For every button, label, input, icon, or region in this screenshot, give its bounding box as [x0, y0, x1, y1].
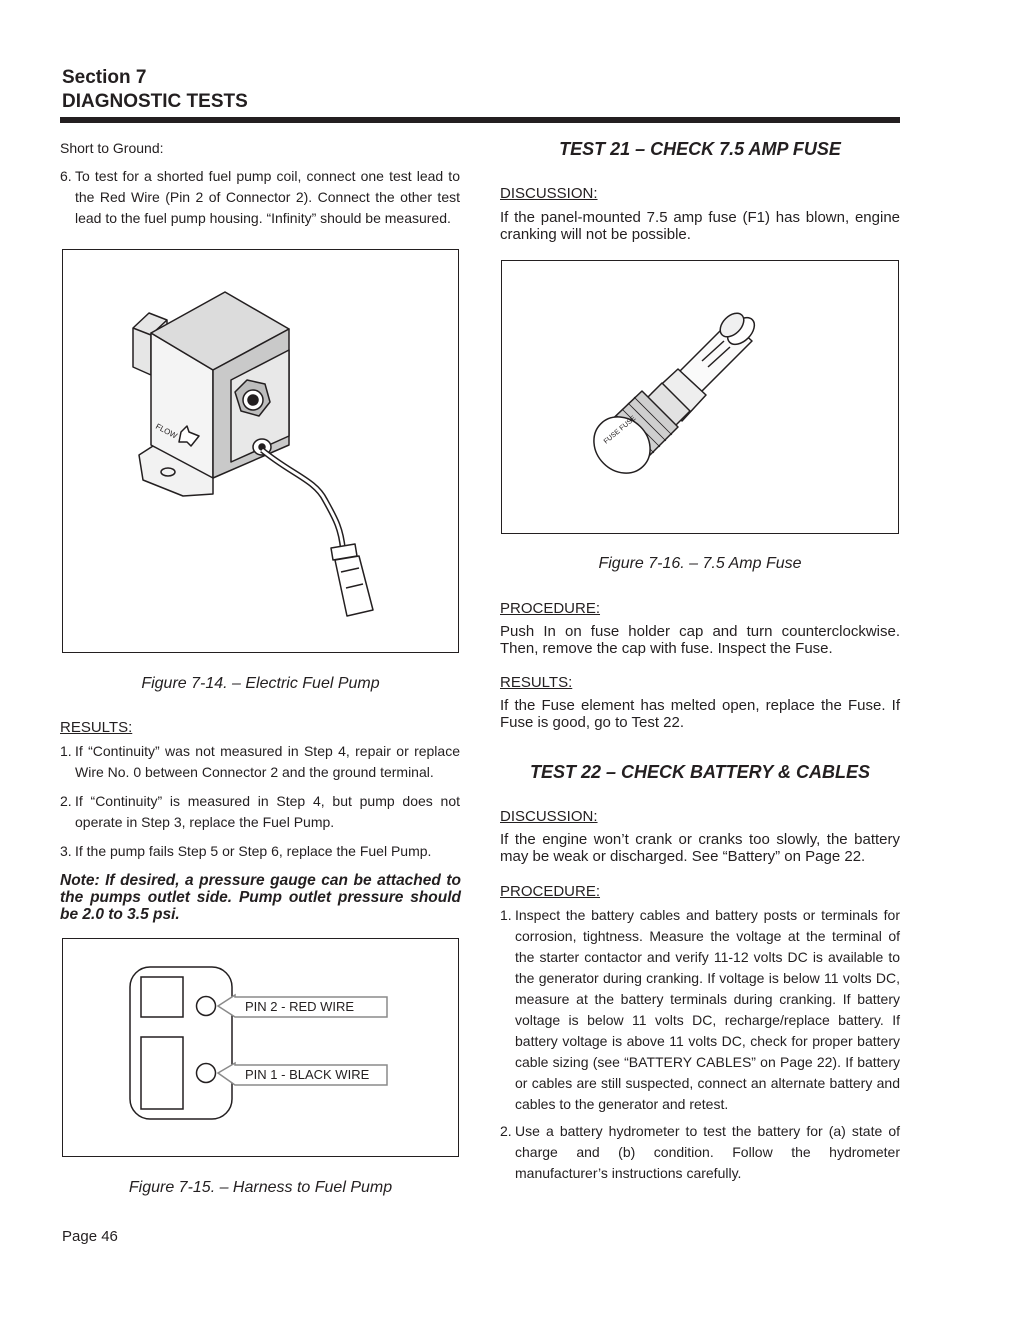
- test-21-results-heading: RESULTS:: [500, 674, 573, 691]
- pressure-note: Note: If desired, a pressure gauge can be attached to the pumps outlet side. Pump outlet pressure should be 2.0 to 3.5 psi.: [60, 872, 461, 923]
- figure-7-15-caption: Figure 7-15. – Harness to Fuel Pump: [128, 1179, 393, 1196]
- header-rule: [60, 117, 900, 123]
- fuse-illustration: [502, 261, 897, 532]
- test-22-heading: TEST 22 – CHECK BATTERY & CABLES: [529, 762, 871, 782]
- section-label: Section 7: [62, 67, 147, 88]
- figure-7-14-box: [62, 249, 459, 653]
- figure-7-16-box: [501, 260, 899, 534]
- result-item-number: 2.: [60, 793, 72, 809]
- result-item: [60, 791, 460, 833]
- result-item-number: 3.: [60, 843, 72, 859]
- procedure-step-number: 1.: [500, 907, 512, 923]
- procedure-step: [500, 905, 900, 1115]
- test-21-heading: TEST 21 – CHECK 7.5 AMP FUSE: [559, 139, 841, 159]
- result-item: [60, 741, 460, 783]
- harness-connector-illustration: [63, 939, 457, 1155]
- page-number: Page 46: [62, 1228, 118, 1245]
- figure-7-16-caption: Figure 7-16. – 7.5 Amp Fuse: [598, 555, 802, 572]
- fuel-pump-illustration: [63, 250, 457, 651]
- test-22-discussion-text: If the engine won’t crank or cranks too slowly, the battery may be weak or discharged. See “Battery” on Page 22.: [500, 831, 900, 865]
- step-6-text: To test for a shorted fuel pump coil, connect one test lead to the Red Wire (Pin 2 of Connector 2). Connect the other test lead to the fuel pump housing. “Infinity” should be measured.: [75, 168, 460, 226]
- result-item: [60, 841, 460, 862]
- test-21-results-text: If the Fuse element has melted open, replace the Fuse. If Fuse is good, go to Test 22.: [500, 697, 900, 731]
- procedure-step-number: 2.: [500, 1123, 512, 1139]
- section-title: DIAGNOSTIC TESTS: [62, 91, 248, 112]
- procedure-step-text: Use a battery hydrometer to test the battery for (a) state of charge and (b) condition. Follow the hydrometer manufacturer’s instructions carefully.: [515, 1123, 900, 1181]
- test-21-discussion-heading: DISCUSSION:: [500, 185, 598, 202]
- procedure-step: [500, 1121, 900, 1184]
- flow-label: FLOW: [154, 421, 179, 441]
- result-item-number: 1.: [60, 743, 72, 759]
- results-heading: RESULTS:: [60, 719, 133, 736]
- test-22-discussion-heading: DISCUSSION:: [500, 808, 598, 825]
- figure-7-15-box: [62, 938, 459, 1157]
- test-21-procedure-text: Push In on fuse holder cap and turn counterclockwise. Then, remove the cap with fuse. Inspect the Fuse.: [500, 623, 900, 657]
- test-21-discussion-text: If the panel-mounted 7.5 amp fuse (F1) has blown, engine cranking will not be possible.: [500, 209, 900, 243]
- fuse-cap-text: FUSE FUSE: [602, 414, 638, 446]
- step-6-number: 6.: [60, 168, 72, 184]
- result-item-text: If “Continuity” was not measured in Step 4, repair or replace Wire No. 0 between Connector 2 and the ground terminal.: [75, 743, 460, 780]
- test-21-procedure-heading: PROCEDURE:: [500, 600, 601, 617]
- short-to-ground-label: Short to Ground:: [60, 140, 164, 156]
- figure-7-14-caption: Figure 7-14. – Electric Fuel Pump: [141, 675, 380, 692]
- pin2-label: PIN 2 - RED WIRE: [245, 999, 355, 1014]
- result-item-text: If “Continuity” is measured in Step 4, but pump does not operate in Step 3, replace the Fuel Pump.: [75, 793, 460, 830]
- step-6: [60, 166, 460, 229]
- procedure-step-text: Inspect the battery cables and battery posts or terminals for corrosion, tightness. Measure the voltage at the terminal of the starter contactor and verify 11-12 volts DC is available to the generator during cranking. If voltage is below 11 volts DC, measure at the battery terminals during cranking. If battery voltage is below 11 volts DC, recharge/replace battery. If battery voltage is above 11 volts DC, check for proper battery cable sizing (see “BATTERY CABLES” on Page 22). If battery or cables are still suspected, connect an alternate battery and cables to the generator and retest.: [515, 907, 900, 1112]
- pin1-label: PIN 1 - BLACK WIRE: [245, 1067, 370, 1082]
- result-item-text: If the pump fails Step 5 or Step 6, replace the Fuel Pump.: [75, 843, 432, 859]
- test-22-procedure-heading: PROCEDURE:: [500, 883, 601, 900]
